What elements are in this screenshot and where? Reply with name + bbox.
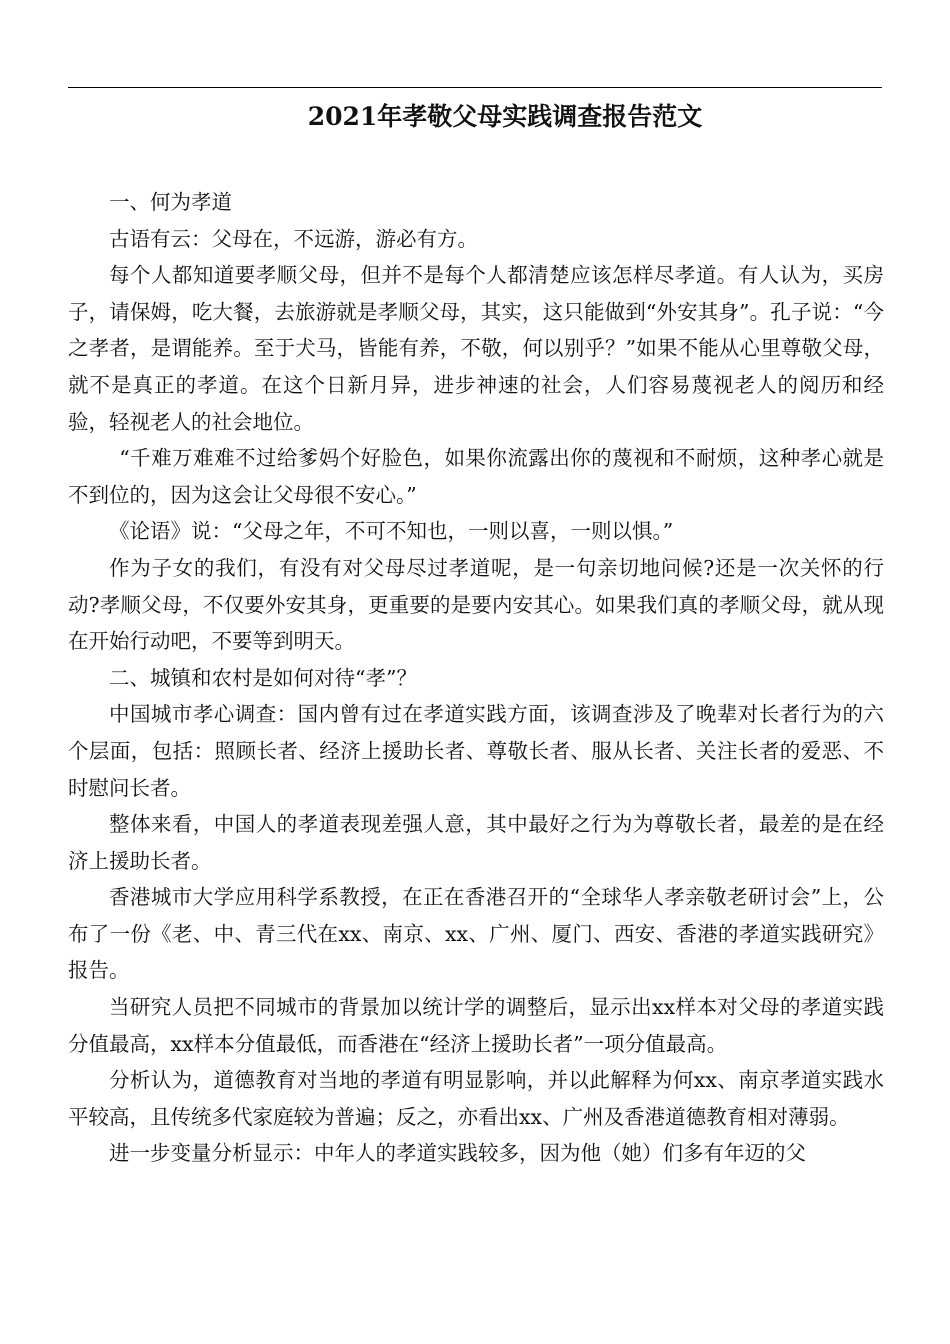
paragraph: 中国城市孝心调查：国内曾有过在孝道实践方面，该调查涉及了晚辈对长者行为的六个层面，包括：照顾长者、经济上援助长者、尊敬长者、服从长者、关注长者的爱恶、不时慰问长者。: [68, 702, 884, 800]
paragraph: 作为子女的我们，有没有对父母尽过孝道呢，是一句亲切地问候?还是一次关怀的行动?孝顺父母，不仅要外安其身，更重要的是要内安其心。如果我们真的孝顺父母，就从现在开始行动吧，不要等到明天。: [68, 555, 884, 654]
section-heading-1: 一、何为孝道: [109, 190, 232, 214]
document-title: 2021年孝敬父母实践调查报告范文: [307, 102, 703, 131]
paragraph: 香港城市大学应用科学系教授，在正在香港召开的“全球华人孝亲敬老研讨会”上，公布了一份《老、中、青三代在xx、南京、xx、广州、厦门、西安、香港的孝道实践研究》报告。: [68, 885, 884, 983]
paragraph: 整体来看，中国人的孝道表现差强人意，其中最好之行为为尊敬长者，最差的是在经济上援助长者。: [68, 812, 884, 873]
paragraph: 当研究人员把不同城市的背景加以统计学的调整后，显示出xx样本对父母的孝道实践分值最高，xx样本分值最低，而香港在“经济上援助长者”一项分值最高。: [68, 995, 884, 1056]
header-rule: [68, 87, 882, 88]
paragraph: 每个人都知道要孝顺父母，但并不是每个人都清楚应该怎样尽孝道。有人认为，买房子，请保姆，吃大餐，去旅游就是孝顺父母，其实，这只能做到“外安其身”。孔子说：“今之孝者，是谓能养。至于犬马，皆能有养，不敬，何以别乎？”如果不能从心里尊敬父母，就不是真正的孝道。在这个日新月异，进步神速的社会，人们容易蔑视老人的阅历和经验，轻视老人的社会地位。: [68, 263, 884, 434]
paragraph: 分析认为，道德教育对当地的孝道有明显影响，并以此解释为何xx、南京孝道实践水平较高，且传统多代家庭较为普遍；反之，亦看出xx、广州及香港道德教育相对薄弱。: [68, 1068, 884, 1129]
section-heading-2: 二、城镇和农村是如何对待“孝”？: [109, 665, 417, 690]
paragraph: 《论语》说：“父母之年，不可不知也，一则以喜，一则以惧。”: [109, 519, 674, 544]
document-body: [68, 184, 884, 1172]
paragraph: “千难万难难不过给爹妈个好脸色，如果你流露出你的蔑视和不耐烦，这种孝心就是不到位的，因为这会让父母很不安心。”: [68, 446, 884, 507]
paragraph: 古语有云：父母在，不远游，游必有方。: [109, 226, 478, 251]
paragraph: 进一步变量分析显示：中年人的孝道实践较多，因为他（她）们多有年迈的父: [109, 1141, 806, 1166]
